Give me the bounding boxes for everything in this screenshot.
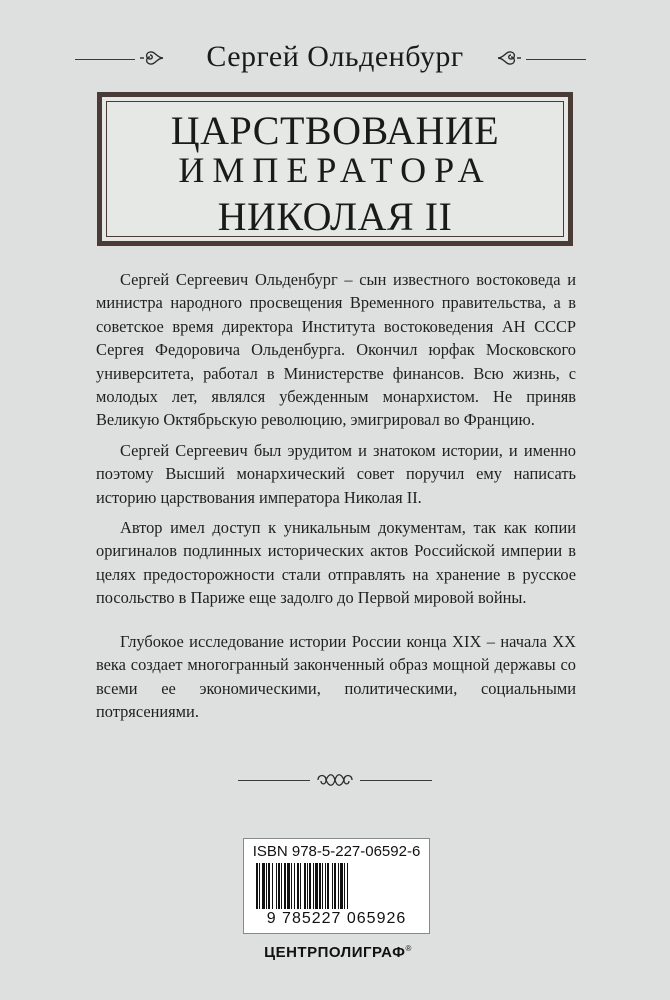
author-name: Сергей Ольденбург bbox=[206, 40, 464, 73]
barcode-digits: 9 785227 065926 bbox=[266, 910, 407, 927]
title-line-2: ИМПЕРАТОРА bbox=[178, 150, 492, 190]
title-line-3: НИКОЛАЯ II bbox=[217, 194, 453, 239]
barcode-block bbox=[243, 838, 430, 934]
publisher-logo bbox=[243, 944, 433, 961]
header-rule-right bbox=[526, 59, 586, 60]
paragraph: Глубокое исследование истории России конца XIX – начала XX века создает многогранный законченный образ мощной державы со всеми ее экономическими, политическими, социальными потрясениями. bbox=[96, 631, 576, 721]
divider-rule-left bbox=[238, 780, 310, 781]
divider-rule-right bbox=[360, 780, 432, 781]
flourish-ornament-right bbox=[496, 47, 522, 69]
isbn-number: ISBN 978-5-227-06592-6 bbox=[252, 843, 421, 860]
title-line-1: ЦАРСТВОВАНИЕ bbox=[170, 108, 500, 153]
divider-ornament bbox=[0, 770, 670, 790]
paragraph: Автор имел доступ к уникальным документам, так как копии оригиналов подлинных исторических актов Российской империи в целях предосторожности стали отправлять на хранение в русское посольство в Париже еще задолго до Первой мировой войны. bbox=[96, 518, 576, 608]
scroll-ornament-icon bbox=[316, 770, 354, 790]
paragraph: Сергей Сергеевич был эрудитом и знатоком истории, и именно поэтому Высший монархический совет поручил ему написать историю царствования императора Николая II. bbox=[96, 440, 576, 507]
title-frame bbox=[97, 92, 573, 246]
paragraph: Сергей Сергеевич Ольденбург – сын известного востоковеда и министра народного просвещения Временного правительства, а в советское время директора Института востоковедения АН СССР Сергея Федоровича Ольденбурга. Окончил юрфак Московского университета, работал в Министерстве финансов. Всю жизнь, с молодых лет, являлся убежденным монархистом. Не приняв Великую Октябрьскую революцию, эмигрировал во Францию. bbox=[96, 270, 576, 430]
barcode-bars bbox=[256, 863, 417, 909]
header-rule-left bbox=[75, 59, 135, 60]
description-text bbox=[96, 268, 576, 730]
registered-mark: ® bbox=[405, 944, 412, 953]
publisher-name: ЦЕНТРПОЛИГРАФ bbox=[264, 944, 406, 961]
author-header bbox=[0, 38, 670, 78]
